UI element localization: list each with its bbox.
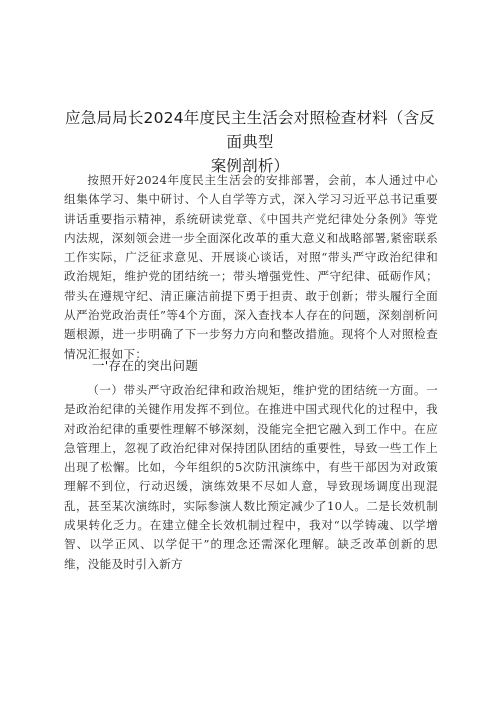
intro-paragraph: 按照开好2024年度民主生活会的安排部署，会前，本人通过中心组集体学习、集中研讨、个人自学等方式，深入学习习近平总书记重要讲话重要指示精神，系统研读党章、《中国共产党纪律处分条例》等党内法规，深刻领会进一步全面深化改革的重大意义和战略部署,紧密联系工作实际，广泛征求意见、开展谈心谈话，对照“带头严守政治纪律和政治规矩，维护党的团结统一；带头增强党性、严守纪律、砥砺作风；带头在遵规守纪、清正廉洁前提下勇于担责、敢于创新；带头履行全面从严治党政治责任”等4个方面，深入查找本人存在的问题，深刻剖析问题根源，进一步明确了下一步努力方向和整改措施。现将个人对照检查情况汇报如下： — [64, 173, 438, 361]
intro-paragraph-block — [64, 171, 438, 364]
section-paragraph-block — [64, 381, 438, 574]
title-line-1: 应急局局长2024年度民主生活会对照检查材料（含反面典型 — [65, 109, 435, 152]
section-paragraph: （一）带头严守政治纪律和政治规矩，维护党的团结统一方面。一是政治纪律的关键作用发挥不到位。在推进中国式现代化的过程中，我对政治纪律的重要性理解不够深刻，没能完全把它融入到工作中。在应急管理上，忽视了政治纪律对保持团队团结的重要性，导致一些工作上出现了松懈。比如，今年组织的5次防汛演练中，有些干部因为对政策理解不到位，行动迟缓，演练效果不尽如人意，导致现场调度出现混乱，甚至某次演练时，实际参演人数比预定减少了10人。二是长效机制成果转化乏力。在建立健全长效机制过程中，我对“以学铸魂、以学增智、以学正风、以学促干”的理念还需深化理解。缺乏改革创新的思维，没能及时引入新方 — [64, 383, 438, 571]
page-title — [60, 106, 440, 178]
section-heading: 一'存在的突出问题 — [92, 358, 199, 373]
title-line-2: 案例剖析） — [210, 157, 290, 176]
